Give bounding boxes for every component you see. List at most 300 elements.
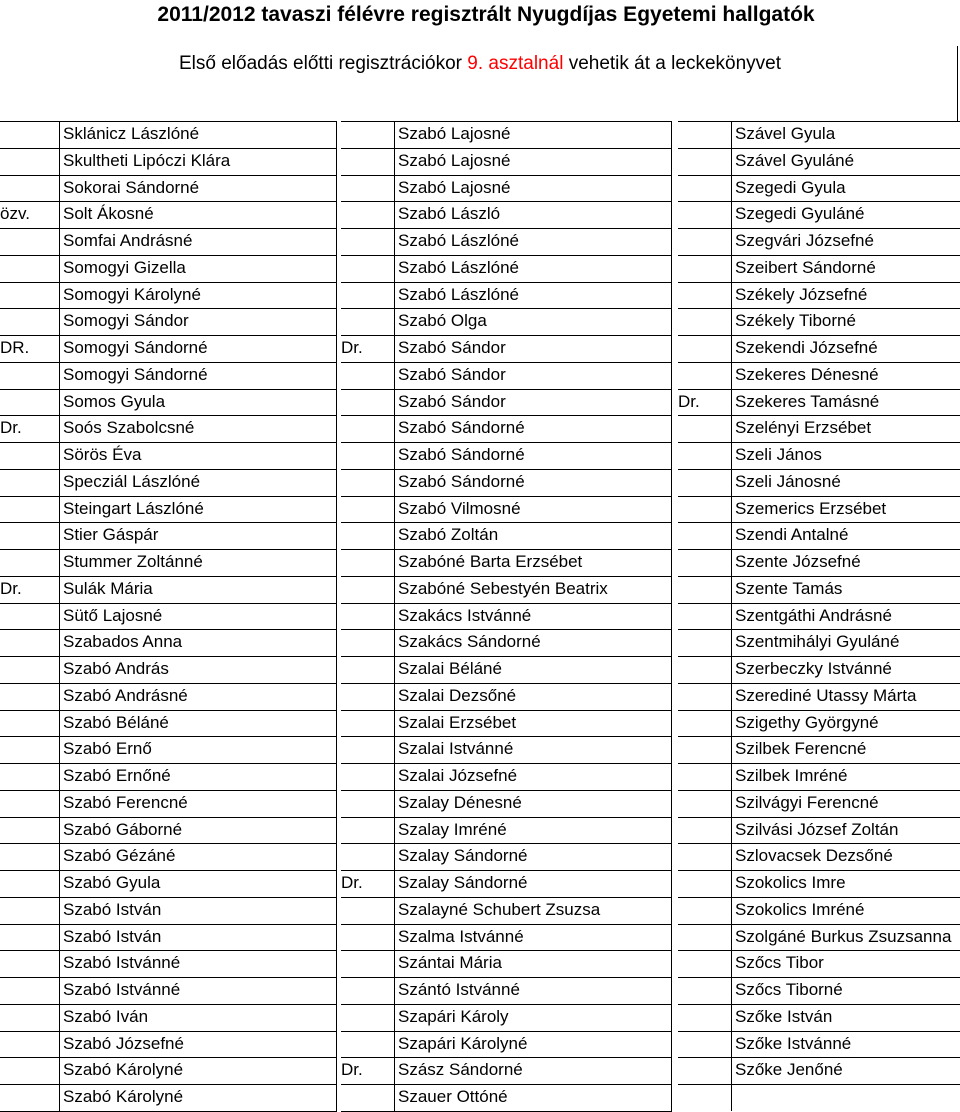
row-divider-segment: [0, 389, 337, 390]
name-prefix: [678, 308, 731, 335]
name-prefix: [0, 629, 59, 656]
student-name: Szabó Sándor: [394, 335, 672, 362]
name-prefix: [0, 175, 59, 202]
row-divider-segment: [678, 763, 960, 764]
row-divider-segment: [341, 843, 672, 844]
student-name: Szántai Mária: [394, 950, 672, 977]
student-name: Szabó Ernőné: [59, 763, 337, 790]
row-divider-segment: [0, 629, 337, 630]
row-divider-segment: [678, 442, 960, 443]
row-divider-segment: [341, 228, 672, 229]
row-divider-segment: [341, 201, 672, 202]
name-prefix: [678, 1084, 731, 1111]
name-prefix: [678, 442, 731, 469]
student-name: Szabó Andrásné: [59, 683, 337, 710]
row-divider-segment: [0, 362, 337, 363]
student-name: Szekeres Tamásné: [731, 389, 960, 416]
row-divider-segment: [341, 576, 672, 577]
table-row: [0, 255, 960, 282]
page-title: 2011/2012 tavaszi félévre regisztrált Nyugdíjas Egyetemi hallgatók: [157, 3, 815, 26]
row-divider: [0, 1031, 960, 1032]
student-name: Szável Gyuláné: [731, 148, 960, 175]
student-name: Szabóné Barta Erzsébet: [394, 549, 672, 576]
table-row: [0, 710, 960, 737]
table-row: [0, 870, 960, 897]
row-divider-segment: [678, 121, 960, 122]
name-prefix: [0, 817, 59, 844]
table-row: [0, 683, 960, 710]
row-divider-segment: [0, 897, 337, 898]
name-prefix: [0, 843, 59, 870]
row-divider: [0, 977, 960, 978]
student-name: Stummer Zoltánné: [59, 549, 337, 576]
row-divider: [0, 656, 960, 657]
row-divider: [0, 710, 960, 711]
row-divider-segment: [341, 121, 672, 122]
student-name: Solt Ákosné: [59, 201, 337, 228]
row-divider: [0, 282, 960, 283]
row-divider-segment: [678, 282, 960, 283]
student-name: Szabó Sándorné: [394, 415, 672, 442]
name-prefix: [341, 469, 394, 496]
name-prefix: [678, 977, 731, 1004]
name-prefix: [341, 977, 394, 1004]
table-row: [0, 389, 960, 416]
student-name: Szável Gyula: [731, 121, 960, 148]
row-divider: [0, 629, 960, 630]
student-name: Szabados Anna: [59, 629, 337, 656]
name-prefix: [0, 870, 59, 897]
student-name: Szabó István: [59, 897, 337, 924]
student-name: Szerbeczky Istvánné: [731, 656, 960, 683]
name-prefix: [678, 629, 731, 656]
student-name: Székely Józsefné: [731, 282, 960, 309]
row-divider-segment: [341, 442, 672, 443]
name-prefix: [341, 255, 394, 282]
row-divider: [0, 522, 960, 523]
student-name: Szilbek Imréné: [731, 763, 960, 790]
row-divider-segment: [0, 656, 337, 657]
name-prefix: [678, 710, 731, 737]
student-name: Szegedi Gyuláné: [731, 201, 960, 228]
student-name: Szőke Istvánné: [731, 1031, 960, 1058]
name-prefix: [678, 950, 731, 977]
student-name: Szegvári Józsefné: [731, 228, 960, 255]
name-prefix: [678, 362, 731, 389]
name-prefix: özv.: [0, 204, 30, 224]
table-row: [0, 1057, 960, 1084]
table-row: [0, 1031, 960, 1058]
row-divider: [0, 255, 960, 256]
name-prefix: [678, 415, 731, 442]
row-divider-segment: [0, 148, 337, 149]
student-name: Szolgáné Burkus Zsuzsanna: [731, 924, 960, 951]
row-divider-segment: [341, 950, 672, 951]
student-name: Szabó István: [59, 924, 337, 951]
row-divider-segment: [678, 924, 960, 925]
student-name: Szabó Károlyné: [59, 1084, 337, 1111]
row-divider-segment: [0, 790, 337, 791]
name-prefix: [0, 1031, 59, 1058]
student-name: Szabó András: [59, 656, 337, 683]
student-name: Szabó Sándorné: [394, 442, 672, 469]
row-divider-segment: [341, 683, 672, 684]
student-name: Szauer Ottóné: [394, 1084, 672, 1111]
row-divider-segment: [0, 442, 337, 443]
row-divider-segment: [0, 522, 337, 523]
row-divider-segment: [341, 790, 672, 791]
name-prefix: [341, 442, 394, 469]
name-prefix: [678, 870, 731, 897]
table-row: [0, 843, 960, 870]
name-prefix: [678, 175, 731, 202]
student-name: Szilvási József Zoltán: [731, 817, 960, 844]
row-divider-segment: [341, 148, 672, 149]
student-name: Szegedi Gyula: [731, 175, 960, 202]
row-divider-segment: [678, 1004, 960, 1005]
table-row: [0, 924, 960, 951]
student-name: Szapári Károly: [394, 1004, 672, 1031]
student-name: Szabó Béláné: [59, 710, 337, 737]
table-row: [0, 335, 960, 362]
page-subtitle: [0, 53, 960, 75]
name-prefix: Dr.: [341, 1060, 363, 1080]
row-divider-segment: [0, 255, 337, 256]
row-divider: [0, 549, 960, 550]
row-divider-segment: [0, 763, 337, 764]
row-divider: [0, 897, 960, 898]
student-name: Szabóné Sebestyén Beatrix: [394, 576, 672, 603]
student-name: Szalai Béláné: [394, 656, 672, 683]
row-divider-segment: [0, 870, 337, 871]
row-divider-segment: [678, 469, 960, 470]
name-prefix: [678, 1031, 731, 1058]
student-name: Szekendi Józsefné: [731, 335, 960, 362]
row-divider: [0, 175, 960, 176]
table-row: [0, 175, 960, 202]
student-name: Szakács Istvánné: [394, 603, 672, 630]
name-prefix: [341, 656, 394, 683]
row-divider-segment: [341, 1057, 672, 1058]
student-name: Steingart Lászlóné: [59, 496, 337, 523]
name-prefix: [341, 710, 394, 737]
student-name: Szilbek Ferencné: [731, 736, 960, 763]
student-name: Szendi Antalné: [731, 522, 960, 549]
student-name: Szabó Olga: [394, 308, 672, 335]
row-divider: [0, 148, 960, 149]
row-divider: [0, 201, 960, 202]
name-prefix: [341, 121, 394, 148]
student-name: Székely Tiborné: [731, 308, 960, 335]
student-name: Szerediné Utassy Márta: [731, 683, 960, 710]
name-prefix: [341, 282, 394, 309]
name-prefix: [0, 255, 59, 282]
row-divider-segment: [341, 389, 672, 390]
student-name: Sklánicz Lászlóné: [59, 121, 337, 148]
row-divider-segment: [678, 843, 960, 844]
student-name: Szász Sándorné: [394, 1057, 672, 1084]
student-name: Szabó Istvánné: [59, 950, 337, 977]
row-divider: [0, 308, 960, 309]
name-prefix: DR.: [0, 338, 30, 357]
name-prefix: [341, 897, 394, 924]
name-prefix: [0, 282, 59, 309]
name-prefix: [341, 763, 394, 790]
name-prefix: [341, 683, 394, 710]
row-divider-segment: [678, 603, 960, 604]
row-divider-segment: [0, 977, 337, 978]
row-divider-segment: [678, 683, 960, 684]
subtitle-text-before: Első előadás előtti regisztrációkor: [178, 53, 468, 74]
name-prefix: [341, 496, 394, 523]
row-divider-segment: [341, 496, 672, 497]
name-prefix: [678, 683, 731, 710]
student-name: Szeibert Sándorné: [731, 255, 960, 282]
row-divider-segment: [678, 255, 960, 256]
table-row: [0, 1084, 960, 1111]
row-divider: [0, 1084, 960, 1085]
name-prefix: [341, 1084, 394, 1111]
name-prefix: [678, 817, 731, 844]
row-divider: [0, 817, 960, 818]
name-prefix: [341, 629, 394, 656]
student-name: Sulák Mária: [59, 576, 337, 603]
student-name: Somfai Andrásné: [59, 228, 337, 255]
student-name: Szapári Károlyné: [394, 1031, 672, 1058]
student-name: Szente Józsefné: [731, 549, 960, 576]
student-name: Szőcs Tiborné: [731, 977, 960, 1004]
row-divider-segment: [678, 1084, 960, 1085]
student-name: Somogyi Sándorné: [59, 335, 337, 362]
name-prefix: [0, 1084, 59, 1111]
name-prefix: [0, 790, 59, 817]
name-prefix: [678, 1004, 731, 1031]
student-name: Szokolics Imréné: [731, 897, 960, 924]
row-divider: [0, 442, 960, 443]
name-prefix: [341, 950, 394, 977]
row-divider: [0, 870, 960, 871]
student-name: Szelényi Erzsébet: [731, 415, 960, 442]
name-prefix: [0, 603, 59, 630]
row-divider-segment: [0, 1084, 337, 1085]
table-row: [0, 121, 960, 148]
student-name: Szekeres Dénesné: [731, 362, 960, 389]
name-prefix: [0, 148, 59, 175]
row-divider: [0, 603, 960, 604]
row-divider-segment: [678, 950, 960, 951]
name-prefix: [341, 175, 394, 202]
name-prefix: [678, 790, 731, 817]
student-name: Szabó Károlyné: [59, 1057, 337, 1084]
row-divider-segment: [341, 308, 672, 309]
student-name: Szabó László: [394, 201, 672, 228]
row-divider: [0, 790, 960, 791]
row-divider-segment: [678, 148, 960, 149]
name-prefix: [678, 255, 731, 282]
name-prefix: [341, 549, 394, 576]
name-prefix: [678, 469, 731, 496]
student-name: Specziál Lászlóné: [59, 469, 337, 496]
row-divider-segment: [0, 1057, 337, 1058]
student-name: Soós Szabolcsné: [59, 415, 337, 442]
row-divider-segment: [678, 335, 960, 336]
row-divider-segment: [678, 710, 960, 711]
table-row: [0, 603, 960, 630]
row-divider-segment: [0, 603, 337, 604]
name-prefix: [341, 415, 394, 442]
name-prefix: [678, 736, 731, 763]
student-name: Somogyi Sándorné: [59, 362, 337, 389]
student-name: Szalai Erzsébet: [394, 710, 672, 737]
row-divider-segment: [0, 121, 337, 122]
name-prefix: [0, 389, 59, 416]
name-prefix: [678, 201, 731, 228]
row-divider: [0, 924, 960, 925]
row-divider: [0, 576, 960, 577]
student-name: Szőke Jenőné: [731, 1057, 960, 1084]
row-divider-segment: [341, 415, 672, 416]
table-row: [0, 576, 960, 603]
table-row: [0, 201, 960, 228]
row-divider-segment: [678, 228, 960, 229]
name-prefix: [341, 201, 394, 228]
row-divider-segment: [0, 683, 337, 684]
student-name: Szlovacsek Dezsőné: [731, 843, 960, 870]
row-divider-segment: [678, 817, 960, 818]
row-divider: [0, 362, 960, 363]
student-name: Szalayné Schubert Zsuzsa: [394, 897, 672, 924]
name-prefix: [0, 656, 59, 683]
table-row: [0, 817, 960, 844]
student-name: Szabó Lajosné: [394, 175, 672, 202]
table-row: [0, 496, 960, 523]
student-name: Szemerics Erzsébet: [731, 496, 960, 523]
row-divider: [0, 496, 960, 497]
student-name: Szabó Iván: [59, 1004, 337, 1031]
student-name: Szabó Józsefné: [59, 1031, 337, 1058]
student-name: Szabó Gyula: [59, 870, 337, 897]
student-name: Szabó Sándor: [394, 389, 672, 416]
row-divider-segment: [341, 736, 672, 737]
row-divider-segment: [341, 549, 672, 550]
student-name: Sokorai Sándorné: [59, 175, 337, 202]
name-prefix: Dr.: [341, 873, 363, 892]
row-divider-segment: [341, 924, 672, 925]
row-divider-segment: [341, 870, 672, 871]
student-name: Sörös Éva: [59, 442, 337, 469]
row-divider-segment: [678, 897, 960, 898]
row-divider-segment: [0, 496, 337, 497]
row-divider-segment: [678, 175, 960, 176]
right-border-line: [957, 46, 958, 122]
name-prefix: [0, 549, 59, 576]
row-divider-segment: [678, 308, 960, 309]
row-divider-segment: [678, 201, 960, 202]
table-row: [0, 415, 960, 442]
name-prefix: [0, 228, 59, 255]
student-name: Szabó Lászlóné: [394, 282, 672, 309]
row-divider-segment: [341, 362, 672, 363]
row-divider: [0, 469, 960, 470]
row-divider-segment: [0, 817, 337, 818]
table-row: [0, 736, 960, 763]
student-name: Szabó Zoltán: [394, 522, 672, 549]
name-prefix: [0, 736, 59, 763]
row-divider-segment: [0, 469, 337, 470]
row-divider: [0, 121, 960, 122]
student-name: Szalay Sándorné: [394, 843, 672, 870]
student-name: Szentgáthi Andrásné: [731, 603, 960, 630]
name-prefix: [678, 282, 731, 309]
name-prefix: [341, 924, 394, 951]
name-prefix: [0, 977, 59, 1004]
student-name: Szalay Imréné: [394, 817, 672, 844]
row-divider-segment: [341, 1004, 672, 1005]
row-divider-segment: [678, 496, 960, 497]
subtitle-highlight: 9. asztalnál: [467, 53, 564, 74]
student-name: Szente Tamás: [731, 576, 960, 603]
student-name: Szántó Istvánné: [394, 977, 672, 1004]
row-divider-segment: [678, 1031, 960, 1032]
name-prefix: [341, 790, 394, 817]
name-prefix: [678, 549, 731, 576]
name-prefix: Dr.: [0, 418, 22, 438]
name-prefix: [678, 656, 731, 683]
name-prefix: [678, 576, 731, 603]
row-divider-segment: [678, 415, 960, 416]
table-row: [0, 549, 960, 576]
row-divider-segment: [0, 282, 337, 283]
name-prefix: [678, 897, 731, 924]
row-divider-segment: [341, 522, 672, 523]
student-name: Szabó Gáborné: [59, 817, 337, 844]
student-name: Szalai Józsefné: [394, 763, 672, 790]
student-name: Somogyi Sándor: [59, 308, 337, 335]
student-name: Szabó Lászlóné: [394, 255, 672, 282]
student-name: Szabó Gézáné: [59, 843, 337, 870]
row-divider-segment: [341, 629, 672, 630]
row-divider-segment: [341, 335, 672, 336]
table-row: [0, 522, 960, 549]
row-divider-segment: [0, 1004, 337, 1005]
table-row: [0, 763, 960, 790]
row-divider-segment: [341, 977, 672, 978]
student-name: Szabó Lászlóné: [394, 228, 672, 255]
name-prefix: [0, 308, 59, 335]
row-divider-segment: [0, 201, 337, 202]
student-name: Szokolics Imre: [731, 870, 960, 897]
row-divider: [0, 950, 960, 951]
row-divider-segment: [678, 362, 960, 363]
row-divider: [0, 228, 960, 229]
row-divider: [0, 763, 960, 764]
student-name: Szalai Istvánné: [394, 736, 672, 763]
student-name: Szabó Sándor: [394, 362, 672, 389]
student-name: Somogyi Gizella: [59, 255, 337, 282]
name-prefix: [678, 522, 731, 549]
table-row: [0, 442, 960, 469]
table-row: [0, 629, 960, 656]
name-prefix: [678, 924, 731, 951]
name-prefix: [0, 1004, 59, 1031]
name-prefix: [0, 763, 59, 790]
student-name: Szőcs Tibor: [731, 950, 960, 977]
name-prefix: [0, 950, 59, 977]
student-name: Szalay Dénesné: [394, 790, 672, 817]
row-divider: [0, 1004, 960, 1005]
name-prefix: [341, 736, 394, 763]
name-prefix: [341, 576, 394, 603]
